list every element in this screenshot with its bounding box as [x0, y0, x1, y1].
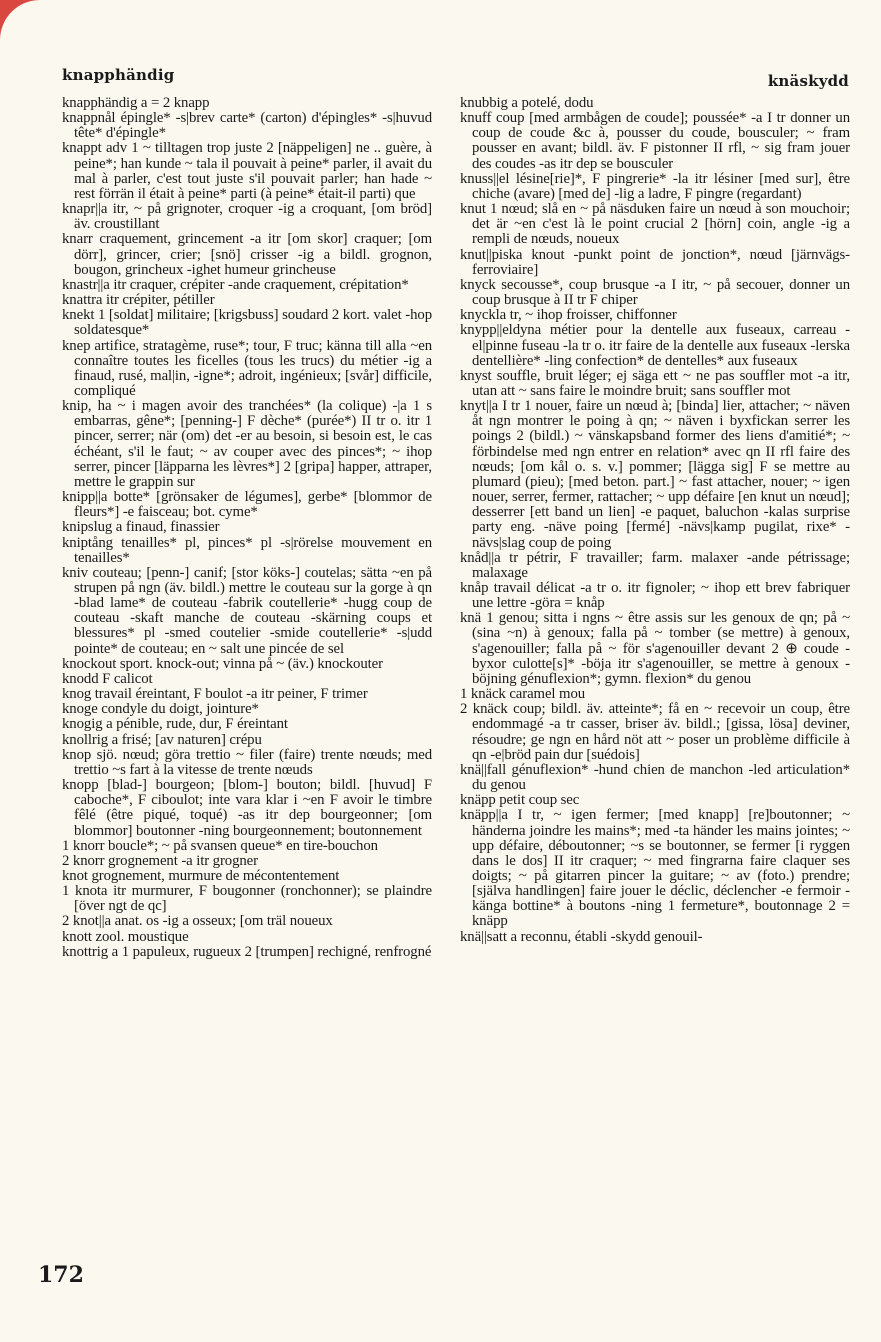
dictionary-entry: knut 1 nœud; slå en ~ på näsduken faire un nœud à son mouchoir; det är ~en c'est là le point crucial 2 [hörn] coin, angle -ig a rempli de nœuds, noueux [460, 201, 850, 248]
dictionary-entry: knä||fall génuflexion* -hund chien de manchon -led articulation* du genou [460, 761, 850, 794]
dictionary-entry: knyck secousse*, coup brusque -a I itr, ~ på secouer, donner un coup brusque à II tr F chiper [460, 276, 850, 309]
dictionary-entry: 1 knorr boucle*; ~ på svansen queue* en tire-bouchon [62, 837, 378, 854]
dictionary-entry: knot grognement, murmure de mécontentement [62, 867, 340, 884]
dictionary-entry: 1 knota itr murmurer, F bougonner (ronchonner); se plaindre [över ngt de qc] [62, 883, 432, 915]
dictionary-entry: knipslug a finaud, finassier [62, 519, 220, 536]
dictionary-entry: knappt adv 1 ~ tilltagen trop juste 2 [näppeligen] ne .. guère, à peine*; han kunde ~ tala il pouvait à peine* parler, il avait du mal à parler, c'est tout juste s'il pouvait parler; han hade ~ rest förrän il était à peine* parti (à peine* était-il parti) que [62, 140, 432, 202]
dictionary-entry: knogig a pénible, rude, dur, F éreintant [62, 716, 288, 733]
dictionary-entry: knuff coup [med armbågen de coude]; poussée* -a I tr donner un coup de coude &c à, pousser du coude, bousculer; ~ fram pousser en avant; bildl. äv. F pistonner II rfl, ~ sig fram jouer des coudes -as itr dep se bousculer [460, 110, 850, 172]
dictionary-entry: knapr||a itr, ~ på grignoter, croquer -ig a croquant, [om bröd] äv. croustillant [62, 201, 432, 233]
dictionary-entry: knep artifice, stratagème, ruse*; tour, F truc; känna till alla ~en connaître toutes les ficelles (tous les trucs) du métier -ig a finaud, rusé, mal|in, -igne*; adroit, ingénieux; [svår] difficile, compliqué [62, 337, 432, 399]
dictionary-entry: kniptång tenailles* pl, pinces* pl -s|rörelse mouvement en tenailles* [62, 534, 432, 566]
left-column [62, 96, 432, 960]
dictionary-entry: knollrig a frisé; [av naturen] crépu [62, 731, 262, 748]
dictionary-entry: 2 knorr grognement -a itr grogner [62, 852, 258, 869]
dictionary-entry: knappnål épingle* -s|brev carte* (carton) d'épingles* -s|huvud tête* d'épingle* [62, 110, 432, 142]
dictionary-entry: knyckla tr, ~ ihop froisser, chiffonner [460, 307, 677, 324]
dictionary-entry: knockout sport. knock-out; vinna på ~ (äv.) knockouter [62, 655, 383, 672]
dictionary-entry: knodd F calicot [62, 670, 153, 687]
dictionary-entry: knäpp petit coup sec [460, 792, 580, 809]
dictionary-entry: knapphändig a = 2 knapp [62, 95, 210, 111]
dictionary-entry: knopp [blad-] bourgeon; [blom-] bouton; bildl. [huvud] F caboche*, F ciboulot; inte vara klar i ~en F avoir le timbre fêlé (être piqué, toqué) -as itr dep bourgeonner; [om blommor] boutonner -ning bourgeonnement; boutonnement [62, 777, 432, 839]
dictionary-entry: 2 knot||a anat. os -ig a osseux; [om träl noueux [62, 913, 333, 930]
dictionary-entry: 2 knäck coup; bildl. äv. atteinte*; få en ~ recevoir un coup, être endommagé -a tr casser, briser äv. bildl.; [gissa, lösa] deviner, résoudre; ge ngn en hård nöt att ~ poser un problème difficile à qn -e|bröd pain dur [suédois] [460, 701, 850, 763]
dictionary-entry: knottrig a 1 papuleux, rugueux 2 [trumpen] rechigné, renfrogné [62, 943, 432, 960]
right-column [460, 96, 850, 945]
dictionary-entry: knekt 1 [soldat] militaire; [krigsbuss] soudard 2 kort. valet -hop soldatesque* [62, 307, 432, 339]
running-head-right: knäskydd [767, 72, 849, 90]
dictionary-entry: knoge condyle du doigt, jointure* [62, 701, 259, 718]
page-number: 172 [38, 1262, 84, 1288]
dictionary-entry: kniv couteau; [penn-] canif; [stor köks-] coutelas; sätta ~en på strupen på ngn (äv. bildl.) mettre le couteau sur la gorge à qn -blad lame* de couteau -fabrik coutellerie* -hugg coup de couteau -skaft manche de couteau -skärning coups et blessures* pl -smed coutelier -smide coutellerie* -s|udd pointe* de couteau; en ~ salt une pincée de sel [62, 564, 432, 657]
dictionary-entry: knyst souffle, bruit léger; ej säga ett ~ ne pas souffler mot -a itr, utan att ~ sans faire le moindre bruit; sans souffler mot [460, 367, 850, 399]
dictionary-entry: knä||satt a reconnu, établi -skydd genouil- [460, 928, 703, 945]
dictionary-entry: knarr craquement, grincement -a itr [om skor] craquer; [om dörr], grincer, crier; [snö] crisser -ig a bildl. grognon, bougon, grincheux -ighet humeur grincheuse [62, 231, 432, 278]
dictionary-entry: 1 knäck caramel mou [460, 686, 586, 703]
dictionary-entry: knubbig a potelé, dodu [460, 95, 594, 111]
dictionary-entry: knåp travail délicat -a tr o. itr fignoler; ~ ihop ett brev fabriquer une lettre -göra = knåp [460, 580, 850, 612]
dictionary-entry: knäpp||a I tr, ~ igen fermer; [med knapp] [re]boutonner; ~ händerna joindre les mains*; med -ta händer les mains jointes; ~ upp défaire, déboutonner; ~s se boutonner, se fermer [i ryggen dans le dos] II itr craquer; ~ med fingrarna faire claquer ses doigts; ~ på gitarren pincer la guitare; ~ av (foto.) prendre; [själva handlingen] faire jouer le déclic, déclencher -e fermoir -känga bottine* à boutons -ning 1 fermeture*, boutonnage 2 = knäpp [460, 807, 850, 930]
dictionary-entry: knog travail éreintant, F boulot -a itr peiner, F trimer [62, 686, 368, 703]
dictionary-entry: knut||piska knout -punkt point de jonction*, nœud [järnvägs- ferroviaire] [460, 246, 850, 278]
dictionary-entry: knyt||a I tr 1 nouer, faire un nœud à; [binda] lier, attacher; ~ näven åt ngn montrer le poing à qn; ~ näven i byxfickan serrer les poings 2 (bildl.) ~ vänskapsband former des liens d'amitié*; ~ förbindelse med ngn entrer en relation* avec qn II rfl faire des nœuds; [om kål o. s. v.] pommer; [lägga sig] F se mettre au plumard (pieu); [med beton. part.] ~ fast attacher, nouer; ~ igen nouer, serrer, fermer, rattacher; ~ upp défaire [en knut un nœud]; desserrer [ett band un lien] -e paquet, baluchon -kalas surprise party eng. -näve poing [fermé] -nävs|kamp pugilat, rixe* -nävs|slag coup de poing [460, 398, 850, 551]
dictionary-entry: knattra itr crépiter, pétiller [62, 292, 215, 309]
dictionary-entry: knåd||a tr pétrir, F travailler; farm. malaxer -ande pétrissage; malaxage [460, 549, 850, 581]
dictionary-entry: knipp||a botte* [grönsaker de légumes], gerbe* [blommor de fleurs*] -e faisceau; bot. cyme* [62, 489, 432, 521]
dictionary-entry: knott zool. moustique [62, 928, 189, 945]
dictionary-entry: knuss||el lésine[rie]*, F pingrerie* -la itr lésiner [med sur], être chiche (avare) [med de] -lig a ladre, F pingre (regardant) [460, 170, 850, 202]
dictionary-entry: knä 1 genou; sitta i ngns ~ être assis sur les genoux de qn; på ~ (sina ~n) à genoux; falla på ~ tomber (se mettre) à genoux, s'agenouiller; falla på ~ för s'agenouiller devant 2 ⊕ coude -byxor culotte[s]* -böja itr s'agenouiller, se mettre à genoux -böjning génuflexion*; gymn. flexion* du genou [460, 610, 850, 687]
running-head-left: knapphändig [62, 66, 175, 84]
dictionary-entry: knip, ha ~ i magen avoir des tranchées* (la colique) -|a 1 s embarras, gêne*; [penning-] F dèche* (purée*) II tr o. itr 1 pincer, serrer; när (om) det -er au besoin, si besoin est, le cas échéant, s'il le faut; ~ av couper avec des pinces*; ~ ihop serrer, pincer [läpparna les lèvres*] 2 [gripa] happer, attraper, mettre le grappin sur [62, 398, 432, 490]
dictionary-entry: knypp||eldyna métier pour la dentelle aux fuseaux, carreau -el|pinne fuseau -la tr o. itr faire de la dentelle aux fuseaux -lerska dentellière* -ling confection* de dentelles* aux fuseaux [460, 322, 850, 369]
dictionary-entry: knop sjö. nœud; göra trettio ~ filer (faire) trente nœuds; med trettio ~s fart à la vitesse de trente nœuds [62, 746, 432, 778]
dictionary-entry: knastr||a itr craquer, crépiter -ande craquement, crépitation* [62, 276, 409, 293]
